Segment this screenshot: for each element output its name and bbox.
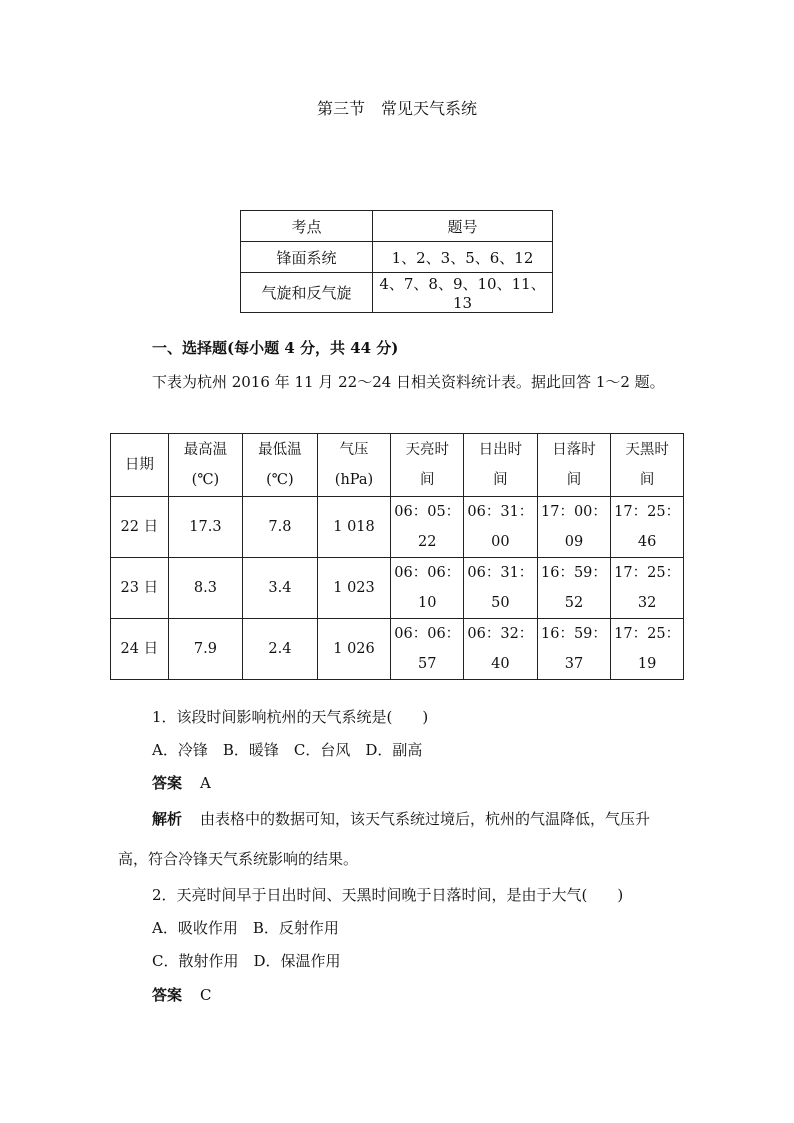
weather-header-row xyxy=(111,434,684,497)
q1-analysis-line2: 高，符合冷锋天气系统影响的结果。 xyxy=(118,850,359,868)
q1-answer xyxy=(152,772,211,793)
weather-cell-line: 37 xyxy=(564,656,584,672)
topic-cell: 气旋和反气旋 xyxy=(241,273,373,313)
weather-cell-line: 1 026 xyxy=(333,641,375,657)
q2-answer-value: C xyxy=(200,986,212,1004)
q1-analysis-label: 解析 xyxy=(152,810,183,828)
weather-header-cell-line: (℃) xyxy=(266,472,294,488)
q2-options-line1: A．吸收作用 B．反射作用 xyxy=(152,919,339,937)
q2-answer-label: 答案 xyxy=(152,986,183,1004)
q1-analysis xyxy=(152,808,650,829)
weather-cell xyxy=(243,558,317,619)
weather-cell-line: 8.3 xyxy=(193,580,217,596)
topic-row xyxy=(241,242,553,273)
weather-header-cell xyxy=(391,434,464,497)
weather-cell-line: 16：59： xyxy=(541,565,607,581)
weather-cell-line: 1 023 xyxy=(333,580,375,596)
weather-cell xyxy=(168,558,243,619)
weather-cell xyxy=(537,558,611,619)
weather-cell xyxy=(391,497,464,558)
weather-cell-line: 24 日 xyxy=(120,641,159,657)
weather-table xyxy=(110,433,684,680)
weather-cell-line: 17.3 xyxy=(189,519,222,535)
weather-cell-line: 06：31： xyxy=(467,504,534,520)
q1-question: 1．该段时间影响杭州的天气系统是( ) xyxy=(152,708,429,726)
weather-cell xyxy=(243,497,317,558)
weather-cell xyxy=(611,619,684,680)
weather-header-cell xyxy=(611,434,684,497)
weather-header-cell-line: 天亮时 xyxy=(405,442,449,458)
weather-cell-line: 17：00： xyxy=(541,504,607,520)
weather-header-cell-line: 天黑时 xyxy=(625,442,669,458)
weather-header-cell-line: (℃) xyxy=(191,472,220,488)
weather-cell-line: 06：06： xyxy=(394,565,461,581)
q1-answer-value: A xyxy=(200,774,211,792)
weather-cell-line: 32 xyxy=(637,595,657,611)
weather-cell xyxy=(317,619,391,680)
weather-header-cell-line: 间 xyxy=(419,472,435,488)
q1-options: A．冷锋 B．暖锋 C．台风 D．副高 xyxy=(152,741,423,759)
weather-cell-line: 09 xyxy=(564,534,584,550)
weather-row xyxy=(111,558,684,619)
weather-cell-line: 46 xyxy=(637,534,657,550)
weather-cell-line: 22 日 xyxy=(120,519,159,535)
topic-cell: 4、7、8、9、10、11、13 xyxy=(373,273,553,313)
weather-cell-line: 52 xyxy=(564,595,584,611)
q2-question: 2．天亮时间早于日出时间、天黑时间晚于日落时间，是由于大气( ) xyxy=(152,886,624,904)
weather-cell xyxy=(111,619,169,680)
topic-cell: 锋面系统 xyxy=(241,242,373,273)
weather-cell xyxy=(391,558,464,619)
weather-cell-line: 19 xyxy=(637,656,657,672)
weather-cell-line: 10 xyxy=(418,595,437,611)
weather-cell xyxy=(317,558,391,619)
weather-cell-line: 17：25： xyxy=(614,626,681,642)
q1-answer-label: 答案 xyxy=(152,774,183,792)
weather-header-cell-line: 间 xyxy=(493,472,508,488)
weather-cell-line: 7.9 xyxy=(193,641,217,657)
weather-cell xyxy=(537,619,611,680)
weather-cell-line: 17：25： xyxy=(614,565,681,581)
weather-header-cell xyxy=(317,434,391,497)
weather-header-cell-line: 间 xyxy=(639,472,655,488)
q2-answer xyxy=(152,984,212,1005)
weather-header-cell-line: (hPa) xyxy=(334,472,374,488)
weather-header-cell xyxy=(537,434,611,497)
weather-row xyxy=(111,619,684,680)
weather-cell-line: 06：31： xyxy=(467,565,534,581)
topic-header-cell: 题号 xyxy=(373,211,553,242)
weather-cell-line: 16：59： xyxy=(541,626,607,642)
weather-cell xyxy=(537,497,611,558)
weather-header-cell-line: 间 xyxy=(566,472,582,488)
weather-row xyxy=(111,497,684,558)
weather-cell xyxy=(611,497,684,558)
weather-header-cell xyxy=(464,434,538,497)
weather-cell-line: 23 日 xyxy=(120,580,159,596)
topic-header-row xyxy=(241,211,553,242)
weather-cell xyxy=(317,497,391,558)
q1-analysis-line1: 由表格中的数据可知，该天气系统过境后，杭州的气温降低，气压升 xyxy=(200,810,651,828)
page-title: 第三节 常见天气系统 xyxy=(316,99,477,118)
section-heading: 一、选择题(每小题 4 分，共 44 分) xyxy=(152,339,399,357)
weather-cell xyxy=(611,558,684,619)
topic-header-cell: 考点 xyxy=(241,211,373,242)
weather-cell-line: 00 xyxy=(491,534,510,550)
weather-header-cell-line: 最低温 xyxy=(258,442,302,458)
topic-row xyxy=(241,273,553,313)
weather-header-cell xyxy=(111,434,169,497)
weather-cell xyxy=(111,497,169,558)
weather-cell-line: 2.4 xyxy=(268,641,292,657)
weather-cell-line: 06：05： xyxy=(394,504,461,520)
weather-header-cell xyxy=(168,434,243,497)
weather-cell xyxy=(168,497,243,558)
weather-header-cell xyxy=(243,434,317,497)
weather-cell xyxy=(243,619,317,680)
weather-cell-line: 3.4 xyxy=(268,580,292,596)
weather-header-cell-line: 日落时 xyxy=(552,442,596,458)
weather-cell xyxy=(464,619,538,680)
weather-cell xyxy=(464,558,538,619)
weather-cell-line: 57 xyxy=(418,656,437,672)
weather-cell-line: 06：32： xyxy=(467,626,534,642)
weather-cell-line: 40 xyxy=(491,656,510,672)
weather-cell-line: 7.8 xyxy=(268,519,292,535)
weather-cell-line: 1 018 xyxy=(333,519,375,535)
weather-cell-line: 17：25： xyxy=(614,504,681,520)
weather-cell-line: 50 xyxy=(491,595,510,611)
topic-cell: 1、2、3、5、6、12 xyxy=(373,242,553,273)
weather-cell xyxy=(464,497,538,558)
topic-table xyxy=(240,210,553,313)
weather-cell xyxy=(168,619,243,680)
weather-header-cell-line: 最高温 xyxy=(183,442,228,458)
weather-cell-line: 22 xyxy=(418,534,437,550)
q2-options-line2: C．散射作用 D．保温作用 xyxy=(152,952,341,970)
weather-cell-line: 06：06： xyxy=(394,626,461,642)
weather-header-cell-line: 日出时 xyxy=(478,442,523,458)
intro-text: 下表为杭州 2016 年 11 月 22～24 日相关资料统计表。据此回答 1～2 题。 xyxy=(152,373,665,391)
weather-cell xyxy=(111,558,169,619)
weather-header-cell-line: 日期 xyxy=(124,457,154,473)
weather-cell xyxy=(391,619,464,680)
weather-header-cell-line: 气压 xyxy=(339,442,369,458)
